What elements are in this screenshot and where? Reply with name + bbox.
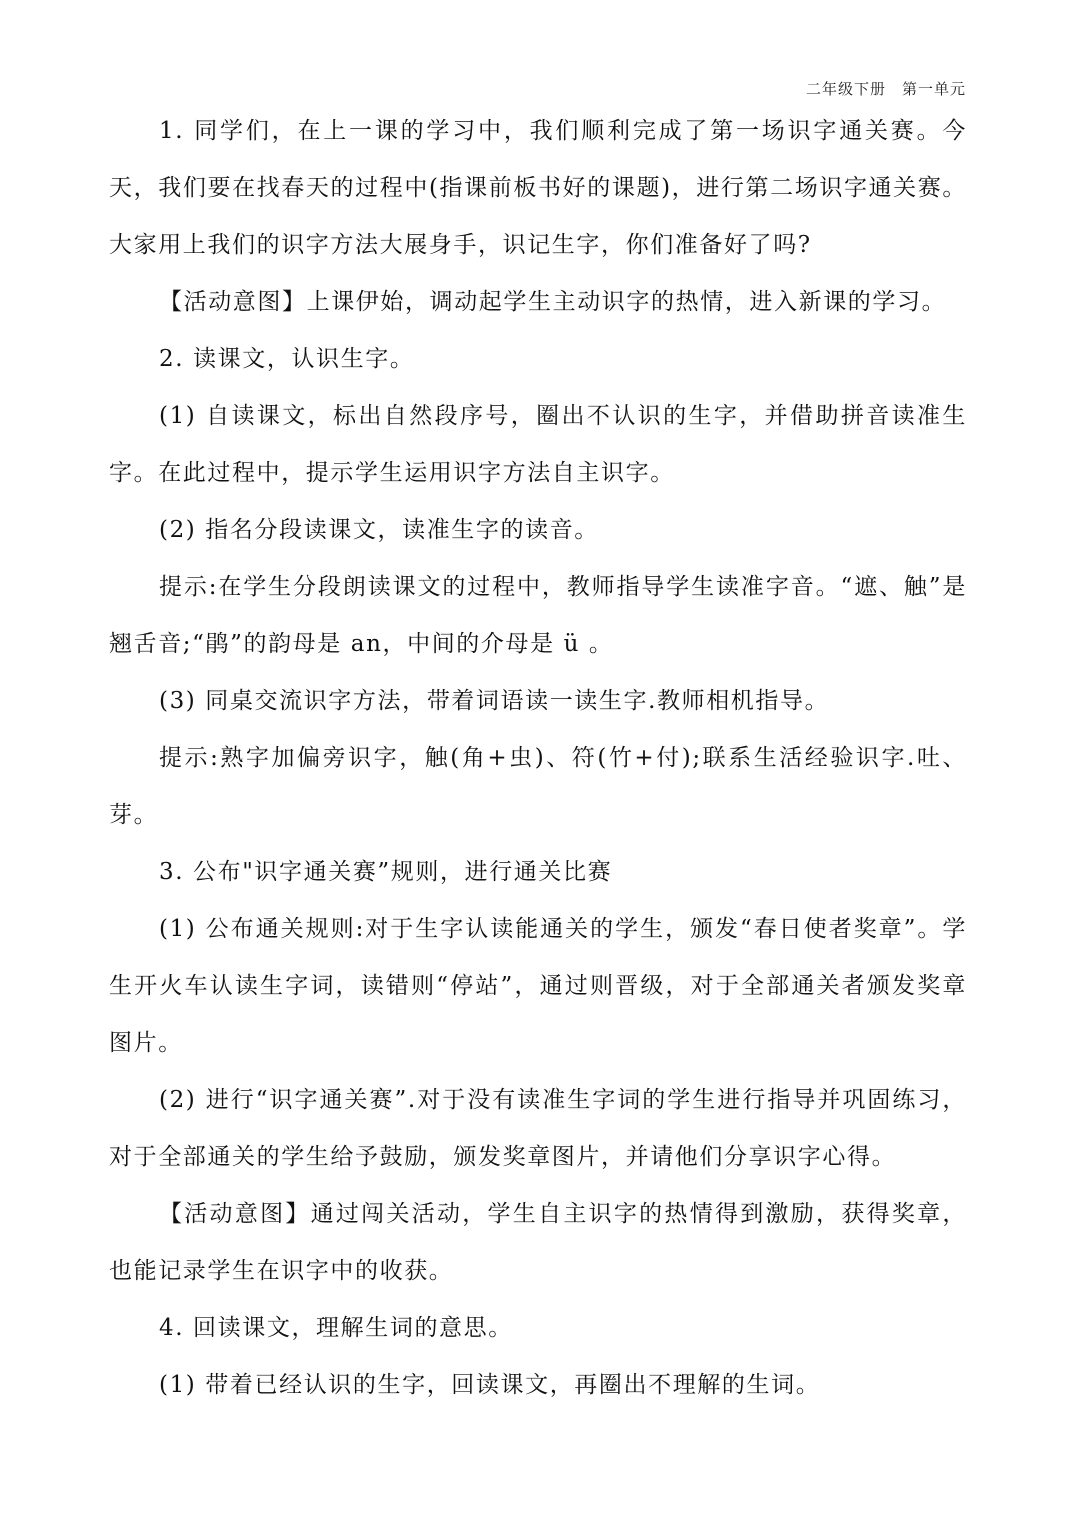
document-body [109, 103, 967, 1414]
paragraph-intro: 1. 同学们，在上一课的学习中，我们顺利完成了第一场识字通关赛。今天，我们要在找春天的过程中(指课前板书好的课题)，进行第二场识字通关赛。大家用上我们的识字方法大展身手，识记生字，你们准备好了吗? [109, 118, 967, 258]
paragraph-step-2-heading: 2. 读课文，认识生字。 [159, 346, 415, 372]
paragraph-step-3-2: (2) 进行“识字通关赛”.对于没有读准生字词的学生进行指导并巩固练习，对于全部通关的学生给予鼓励，颁发奖章图片，并请他们分享识字心得。 [109, 1087, 967, 1170]
paragraph-step-2-3: (3) 同桌交流识字方法，带着词语读一读生字.教师相机指导。 [159, 688, 830, 714]
paragraph-step-2-2: (2) 指名分段读课文，读准生字的读音。 [159, 517, 599, 543]
paragraph-tip-1: 提示:在学生分段朗读课文的过程中，教师指导学生读准字音。“遮、触”是翘舌音;“鹃”的韵母是 an，中间的介母是 ü 。 [109, 574, 967, 657]
paragraph-activity-intent-1: 【活动意图】上课伊始，调动起学生主动识字的热情，进入新课的学习。 [159, 289, 947, 315]
paragraph-tip-2: 提示:熟字加偏旁识字，触(角+虫)、符(竹+付);联系生活经验识字.吐、芽。 [109, 745, 967, 828]
paragraph-step-4-heading: 4. 回读课文，理解生词的意思。 [159, 1315, 513, 1341]
paragraph-step-3-heading: 3. 公布"识字通关赛”规则，进行通关比赛 [159, 859, 613, 885]
page-header: 二年级下册 第一单元 [805, 80, 966, 98]
paragraph-step-4-1: (1) 带着已经认识的生字，回读课文，再圈出不理解的生词。 [159, 1372, 821, 1398]
paragraph-step-2-1: (1) 自读课文，标出自然段序号，圈出不认识的生字，并借助拼音读准生字。在此过程中，提示学生运用识字方法自主识字。 [109, 403, 967, 486]
paragraph-step-3-1: (1) 公布通关规则:对于生字认读能通关的学生，颁发“春日使者奖章”。学生开火车认读生字词，读错则“停站”，通过则晋级，对于全部通关者颁发奖章图片。 [109, 916, 967, 1056]
paragraph-activity-intent-2: 【活动意图】通过闯关活动，学生自主识字的热情得到激励，获得奖章，也能记录学生在识字中的收获。 [109, 1201, 967, 1284]
